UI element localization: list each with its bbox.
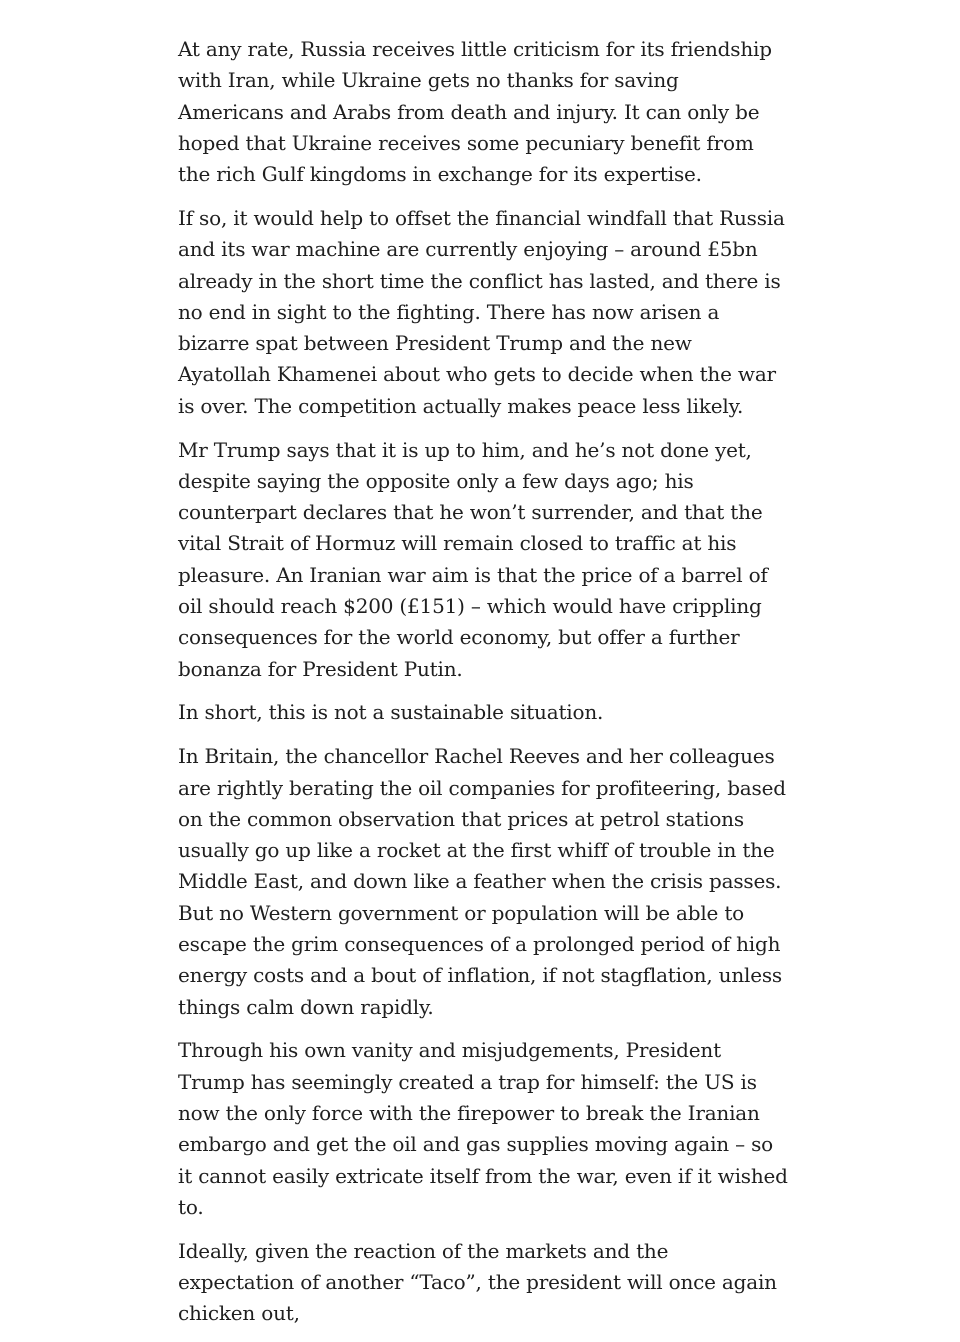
paragraph-russia-iran: At any rate, Russia receives little criticism for its friendship with Iran, while Ukraine gets no thanks for saving Americans and Arabs from death and injury. It can only be hoped that Ukraine receives some pecuniary benefit from the rich Gulf kingdoms in exchange for its expertise. [178,37,772,187]
paragraph-trump-trap: Through his own vanity and misjudgements, President Trump has seemingly created a trap for himself: the US is now the only force with the firepower to break the Iranian embargo and get the oil and gas supplies moving again – so it cannot easily extricate itself from the war, even if it wished to. [178,1038,788,1219]
paragraph-taco: Ideally, given the reaction of the markets and the expectation of another “Taco”, the president will once again chicken out, [178,1238,777,1326]
article-body [178,34,788,1342]
paragraph-britain-oil: In Britain, the chancellor Rachel Reeves and her colleagues are rightly berating the oil companies for profiteering, based on the common observation that prices at petrol stations usually go up like a rocket at the first whiff of trouble in the Middle East, and down like a feather when the crisis passes. But no Western government or population will be able to escape the grim consequences of a prolonged period of high energy costs and a bout of inflation, if not stagflation, unless things calm down rapidly. [178,744,786,1019]
paragraph-financial-windfall: If so, it would help to offset the financial windfall that Russia and its war machine are currently enjoying – around £5bn already in the short time the conflict has lasted, and there is no end in sight to the fighting. There has now arisen a bizarre spat between President Trump and the new Ayatollah Khamenei about who gets to decide when the war is over. The competition actually makes peace less likely. [178,205,785,418]
paragraph-not-sustainable: In short, this is not a sustainable situation. [178,700,604,725]
paragraph-trump-khamenei: Mr Trump says that it is up to him, and he’s not done yet, despite saying the opposite only a few days ago; his counterpart declares that he won’t surrender, and that the vital Strait of Hormuz will remain closed to traffic at his pleasure. An Iranian war aim is that the price of a barrel of oil should reach $200 (£151) – which would have crippling consequences for the world economy, but offer a further bonanza for President Putin. [178,437,768,681]
